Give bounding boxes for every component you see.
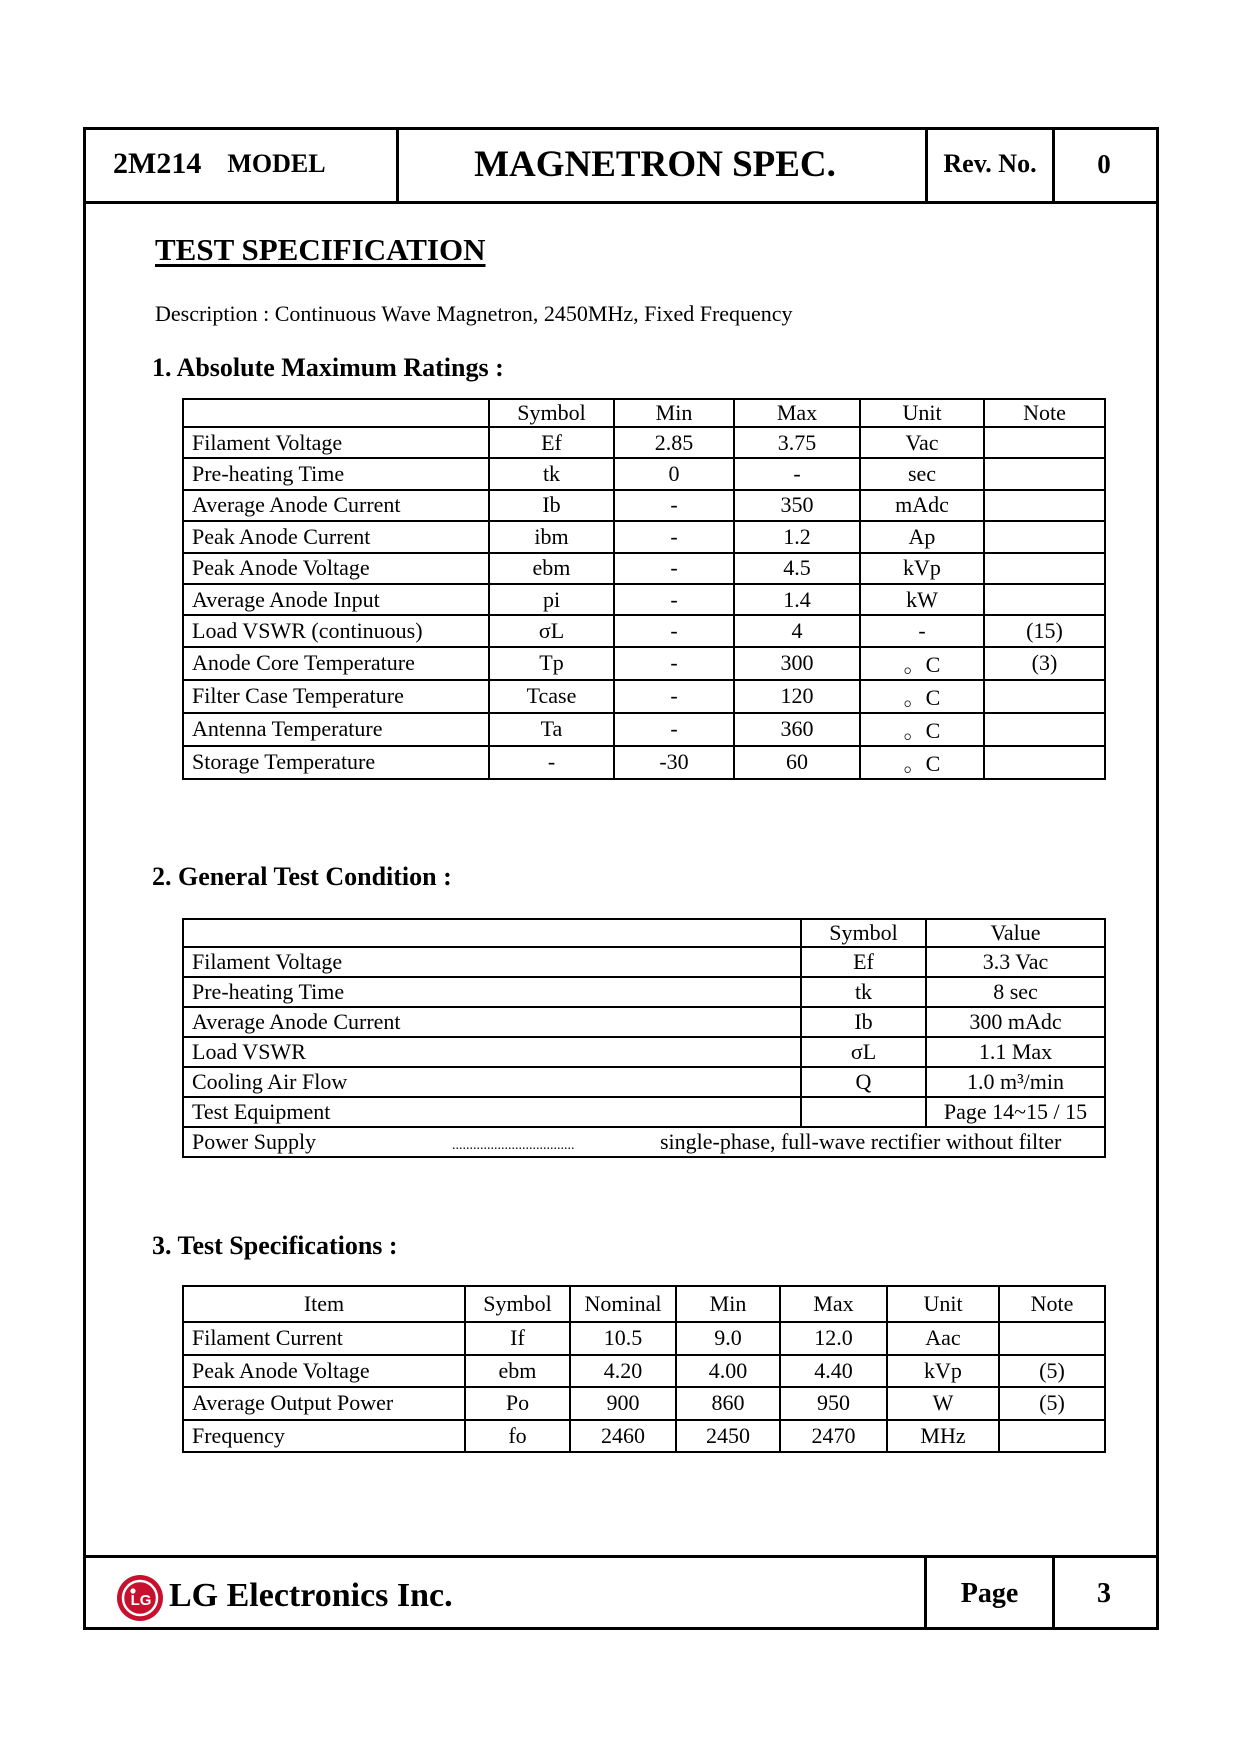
- table-cell: Po: [465, 1387, 570, 1420]
- column-header: Note: [999, 1286, 1105, 1322]
- table-cell: 4: [734, 615, 860, 646]
- table-row: [183, 1355, 1105, 1388]
- row-label: Average Output Power: [183, 1387, 465, 1420]
- table-cell: kW: [860, 584, 984, 615]
- table-row: [183, 427, 1105, 458]
- table-cell: 2460: [570, 1420, 676, 1453]
- table-cell: mAdc: [860, 490, 984, 521]
- section-2-heading: 2. General Test Condition :: [152, 862, 452, 891]
- table-row: [183, 680, 1105, 713]
- column-header: Min: [614, 399, 734, 427]
- table-cell: sec: [860, 458, 984, 489]
- company-name: LG Electronics Inc.: [169, 1577, 453, 1614]
- table-cell: 1.2: [734, 521, 860, 552]
- power-supply-value: single-phase, full-wave rectifier without filter: [660, 1129, 1062, 1154]
- table-cell: 360: [734, 713, 860, 746]
- table-row: [183, 1097, 1105, 1127]
- table-cell: [999, 1322, 1105, 1355]
- model-cell: [113, 127, 393, 201]
- table-cell: -: [614, 647, 734, 680]
- table-cell: fo: [465, 1420, 570, 1453]
- table-row: [183, 1387, 1105, 1420]
- column-header: Symbol: [489, 399, 614, 427]
- table-cell: -: [614, 521, 734, 552]
- power-supply-dots: ...................................: [452, 1138, 575, 1153]
- row-label: Frequency: [183, 1420, 465, 1453]
- table-cell: 950: [780, 1387, 887, 1420]
- table-row: [183, 947, 1105, 977]
- table-cell: Aac: [887, 1322, 999, 1355]
- table-cell: ebm: [465, 1355, 570, 1388]
- table-cell: kVp: [887, 1355, 999, 1388]
- table-row: [183, 977, 1105, 1007]
- row-label: Cooling Air Flow: [183, 1067, 801, 1097]
- table-cell: 120: [734, 680, 860, 713]
- table-cell: W: [887, 1387, 999, 1420]
- table-row: [183, 584, 1105, 615]
- general-test-condition-table: [182, 918, 1106, 1158]
- table-cell: [984, 553, 1105, 584]
- table-cell: -: [614, 713, 734, 746]
- table-cell: Ef: [489, 427, 614, 458]
- section-3-heading: 3. Test Specifications :: [152, 1231, 398, 1260]
- column-header: Symbol: [465, 1286, 570, 1322]
- table-cell: 2.85: [614, 427, 734, 458]
- column-header: Symbol: [801, 919, 926, 947]
- table-cell: (15): [984, 615, 1105, 646]
- table-cell: 1.1 Max: [926, 1037, 1105, 1067]
- row-label: Average Anode Current: [183, 490, 489, 521]
- header-row: [183, 399, 1105, 427]
- table-cell: 60: [734, 746, 860, 779]
- table-cell: 4.00: [676, 1355, 780, 1388]
- table-cell: -: [860, 615, 984, 646]
- table-cell: ibm: [489, 521, 614, 552]
- model-code: 2M214: [113, 147, 202, 180]
- table-cell: 10.5: [570, 1322, 676, 1355]
- table-cell: 4.40: [780, 1355, 887, 1388]
- column-header: Max: [780, 1286, 887, 1322]
- table-cell: -: [734, 458, 860, 489]
- document-header: [83, 127, 1159, 204]
- table-cell: 350: [734, 490, 860, 521]
- table-cell: kVp: [860, 553, 984, 584]
- row-label: Filter Case Temperature: [183, 680, 489, 713]
- header-row: [183, 1286, 1105, 1322]
- table-cell: [984, 458, 1105, 489]
- table-cell: 2470: [780, 1420, 887, 1453]
- table-cell: [999, 1420, 1105, 1453]
- table-row: [183, 458, 1105, 489]
- test-specifications-table: [182, 1285, 1106, 1453]
- table-cell: (3): [984, 647, 1105, 680]
- table-cell: tk: [801, 977, 926, 1007]
- row-label: Average Anode Current: [183, 1007, 801, 1037]
- row-label: Average Anode Input: [183, 584, 489, 615]
- table-cell: [984, 713, 1105, 746]
- table-cell: Ta: [489, 713, 614, 746]
- table-cell: [984, 427, 1105, 458]
- description: Description : Continuous Wave Magnetron, 2450MHz, Fixed Frequency: [155, 301, 793, 326]
- table-cell: 300 mAdc: [926, 1007, 1105, 1037]
- table-row: [183, 713, 1105, 746]
- table-cell: 860: [676, 1387, 780, 1420]
- table-row: [183, 1322, 1105, 1355]
- table-row: [183, 1037, 1105, 1067]
- doc-title: MAGNETRON SPEC.: [474, 143, 836, 185]
- table-cell: 4.5: [734, 553, 860, 584]
- absolute-max-ratings-table: [182, 398, 1106, 780]
- row-label: Test Equipment: [183, 1097, 801, 1127]
- table-cell: 8 sec: [926, 977, 1105, 1007]
- power-supply-row: [183, 1127, 1105, 1157]
- table-cell: 300: [734, 647, 860, 680]
- power-supply-label: Power Supply: [192, 1129, 317, 1154]
- column-header: Note: [984, 399, 1105, 427]
- header-row: [183, 919, 1105, 947]
- row-label: Anode Core Temperature: [183, 647, 489, 680]
- table-cell: σL: [489, 615, 614, 646]
- column-header: Unit: [860, 399, 984, 427]
- table-cell: -: [614, 490, 734, 521]
- table-cell: (5): [999, 1355, 1105, 1388]
- column-header: Nominal: [570, 1286, 676, 1322]
- table-cell: Ef: [801, 947, 926, 977]
- row-label: Storage Temperature: [183, 746, 489, 779]
- table-cell: -: [614, 615, 734, 646]
- row-label: Peak Anode Current: [183, 521, 489, 552]
- table-cell: (5): [999, 1387, 1105, 1420]
- table-cell: tk: [489, 458, 614, 489]
- column-header: Item: [183, 1286, 465, 1322]
- table-cell: Q: [801, 1067, 926, 1097]
- row-label: Pre-heating Time: [183, 458, 489, 489]
- table-cell: Tcase: [489, 680, 614, 713]
- table-row: [183, 521, 1105, 552]
- table-cell: [801, 1097, 926, 1127]
- table-cell: 1.4: [734, 584, 860, 615]
- table-cell: Ib: [801, 1007, 926, 1037]
- table-row: [183, 615, 1105, 646]
- table-cell: 9.0: [676, 1322, 780, 1355]
- table-row: [183, 553, 1105, 584]
- table-cell: [984, 490, 1105, 521]
- table-cell: ebm: [489, 553, 614, 584]
- row-label: Antenna Temperature: [183, 713, 489, 746]
- column-header: Max: [734, 399, 860, 427]
- table-cell: -: [614, 584, 734, 615]
- table-cell: σL: [801, 1037, 926, 1067]
- table-cell: -: [489, 746, 614, 779]
- table-cell: Tp: [489, 647, 614, 680]
- table-cell: 0: [614, 458, 734, 489]
- table-cell: 。C: [860, 746, 984, 779]
- table-cell: -30: [614, 746, 734, 779]
- column-header: Min: [676, 1286, 780, 1322]
- model-label: MODEL: [227, 149, 326, 178]
- table-row: [183, 490, 1105, 521]
- table-cell: 2450: [676, 1420, 780, 1453]
- page-label: Page: [960, 1578, 1019, 1609]
- table-cell: 3.3 Vac: [926, 947, 1105, 977]
- table-row: [183, 1420, 1105, 1453]
- table-cell: 900: [570, 1387, 676, 1420]
- row-label: Pre-heating Time: [183, 977, 801, 1007]
- column-header: [183, 399, 489, 427]
- table-cell: 4.20: [570, 1355, 676, 1388]
- table-cell: 。C: [860, 713, 984, 746]
- table-cell: If: [465, 1322, 570, 1355]
- column-header: [183, 919, 801, 947]
- section-1-heading: 1. Absolute Maximum Ratings :: [152, 353, 504, 382]
- table-row: [183, 746, 1105, 779]
- logo-text: LG: [130, 1592, 152, 1609]
- table-cell: Vac: [860, 427, 984, 458]
- table-row: [183, 1007, 1105, 1037]
- table-cell: -: [614, 553, 734, 584]
- table-cell: [984, 746, 1105, 779]
- table-cell: [984, 584, 1105, 615]
- table-row: [183, 647, 1105, 680]
- column-header: Value: [926, 919, 1105, 947]
- table-row: [183, 1067, 1105, 1097]
- table-cell: MHz: [887, 1420, 999, 1453]
- row-label: Load VSWR (continuous): [183, 615, 489, 646]
- table-cell: Ib: [489, 490, 614, 521]
- table-cell: 1.0 m³/min: [926, 1067, 1105, 1097]
- row-label: Peak Anode Voltage: [183, 553, 489, 584]
- column-header: Unit: [887, 1286, 999, 1322]
- row-label: Load VSWR: [183, 1037, 801, 1067]
- row-label: Filament Voltage: [183, 427, 489, 458]
- page-title: TEST SPECIFICATION: [155, 232, 486, 267]
- row-label: Filament Current: [183, 1322, 465, 1355]
- table-cell: pi: [489, 584, 614, 615]
- table-cell: 12.0: [780, 1322, 887, 1355]
- table-cell: 。C: [860, 680, 984, 713]
- table-cell: [984, 521, 1105, 552]
- table-cell: Ap: [860, 521, 984, 552]
- table-cell: -: [614, 680, 734, 713]
- rev-value: 0: [1097, 148, 1111, 179]
- power-supply-cell: [183, 1127, 1105, 1157]
- table-cell: Page 14~15 / 15: [926, 1097, 1105, 1127]
- table-cell: 。C: [860, 647, 984, 680]
- table-cell: 3.75: [734, 427, 860, 458]
- lg-logo-icon: [117, 1575, 163, 1621]
- table-cell: [984, 680, 1105, 713]
- rev-label: Rev. No.: [943, 149, 1037, 178]
- row-label: Peak Anode Voltage: [183, 1355, 465, 1388]
- page-number: 3: [1097, 1578, 1111, 1609]
- row-label: Filament Voltage: [183, 947, 801, 977]
